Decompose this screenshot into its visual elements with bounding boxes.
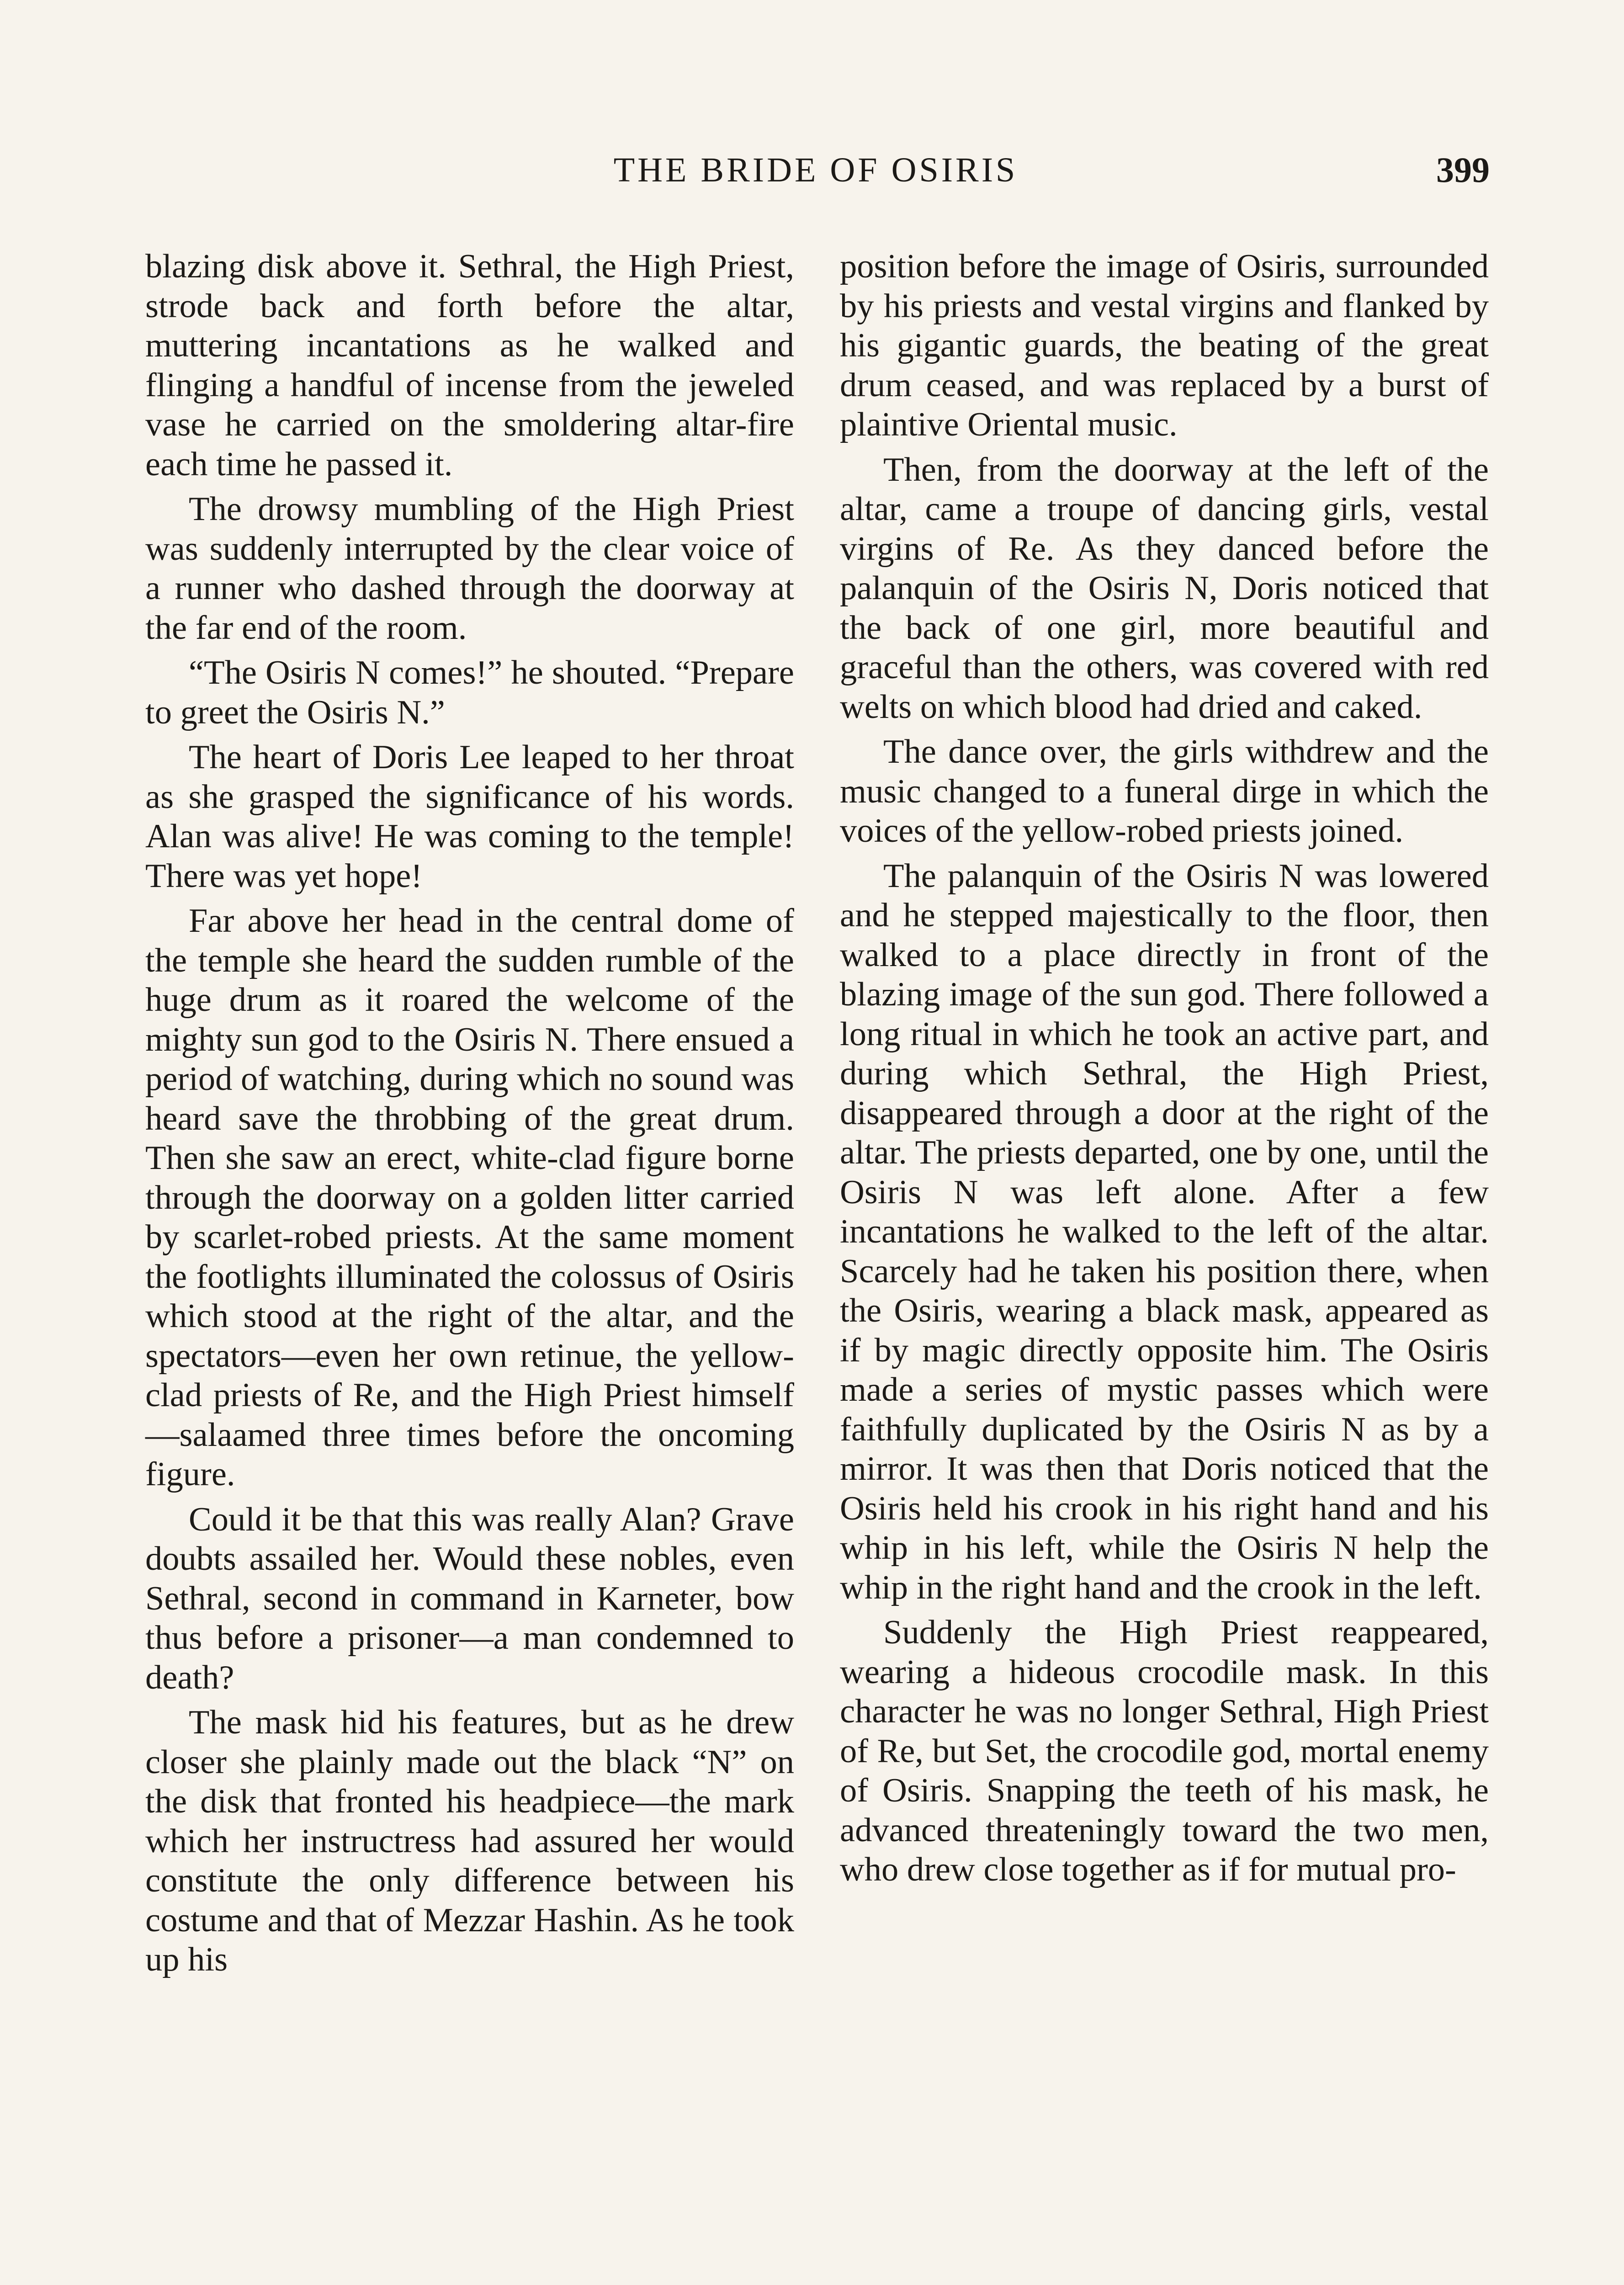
paragraph: “The Osiris N comes!” he shouted. “Prepare to greet the Osiris N.” [145,654,794,731]
paragraph: blazing disk above it. Sethral, the High Priest, strode back and forth before the altar, muttering incantations as he walked and flinging a handful of incense from the jeweled vase he carried on the smoldering altar-fire each time he passed it. [145,248,794,483]
paragraph: The dance over, the girls withdrew and the music changed to a funeral dirge in which the voices of the yellow-robed priests joined. [840,733,1489,850]
paragraph: The heart of Doris Lee leaped to her throat as she grasped the significance of his words. Alan was alive! He was coming to the temple! There was yet hope! [145,739,794,895]
running-head [142,147,1490,193]
paragraph: The mask hid his features, but as he drew closer she plainly made out the black “N” on the disk that fronted his headpiece—the mark which her instructress had assured her would constitute the only difference between his costume and that of Mezzar Hashin. As he took up his [145,1704,794,1978]
paragraph: position before the image of Osiris, surrounded by his priests and vestal virgins and flanked by his gigantic guards, the beating of the great drum ceased, and was replaced by a burst of plaintive Oriental music. [840,248,1489,443]
paragraph: Far above her head in the central dome of the temple she heard the sudden rumble of the huge drum as it roared the welcome of the mighty sun god to the Osiris N. There ensued a period of watching, during which no sound was heard save the throbbing of the great drum. Then she saw an erect, white-clad figure borne through the doorway on a golden litter carried by scarlet-robed priests. At the same moment the footlights illuminated the colossus of Osiris which stood at the right of the altar, and the spectators—even her own retinue, the yellow-clad priests of Re, and the High Priest himself—salaamed three times before the oncoming figure. [145,902,794,1493]
paragraph: The palanquin of the Osiris N was lowered and he stepped majestically to the floor, then walked to a place directly in front of the blazing image of the sun god. There followed a long ritual in which he took an active part, and during which Sethral, the High Priest, disappeared through a door at the right of the altar. The priests departed, one by one, until the Osiris N was left alone. After a few incantations he walked to the left of the altar. Scarcely had he taken his position there, when the Osiris, wearing a black mask, appeared as if by magic directly opposite him. The Osiris made a series of mystic passes which were faithfully duplicated by the Osiris N as by a mirror. It was then that Doris noticed that the Osiris held his crook in his right hand and his whip in his left, while the Osiris N help the whip in the right hand and the crook in the left. [840,857,1489,1606]
paragraph: Could it be that this was really Alan? Grave doubts assailed her. Would these nobles, even Sethral, second in command in Karneter, bow thus before a prisoner—a man condemned to death? [145,1500,794,1696]
paragraph: Then, from the doorway at the left of the altar, came a troupe of dancing girls, vestal virgins of Re. As they danced before the palanquin of the Osiris N, Doris noticed that the back of one girl, more beautiful and graceful than the others, was covered with red welts on which blood had dried and caked. [840,451,1489,726]
right-column [840,247,1489,1895]
paragraph: Suddenly the High Priest reappeared, wearing a hideous crocodile mask. In this character he was no longer Sethral, High Priest of Re, but Set, the crocodile god, mortal enemy of Osiris. Snapping the teeth of his mask, he advanced threateningly toward the two men, who drew close together as if for mutual pro- [840,1614,1489,1888]
page-number: 399 [1436,150,1490,190]
running-title: THE BRIDE OF OSIRIS [613,151,1018,189]
paragraph: The drowsy mumbling of the High Priest was suddenly interrupted by the clear voice of a runner who dashed through the doorway at the far end of the room. [145,490,794,647]
left-column [145,247,794,1985]
